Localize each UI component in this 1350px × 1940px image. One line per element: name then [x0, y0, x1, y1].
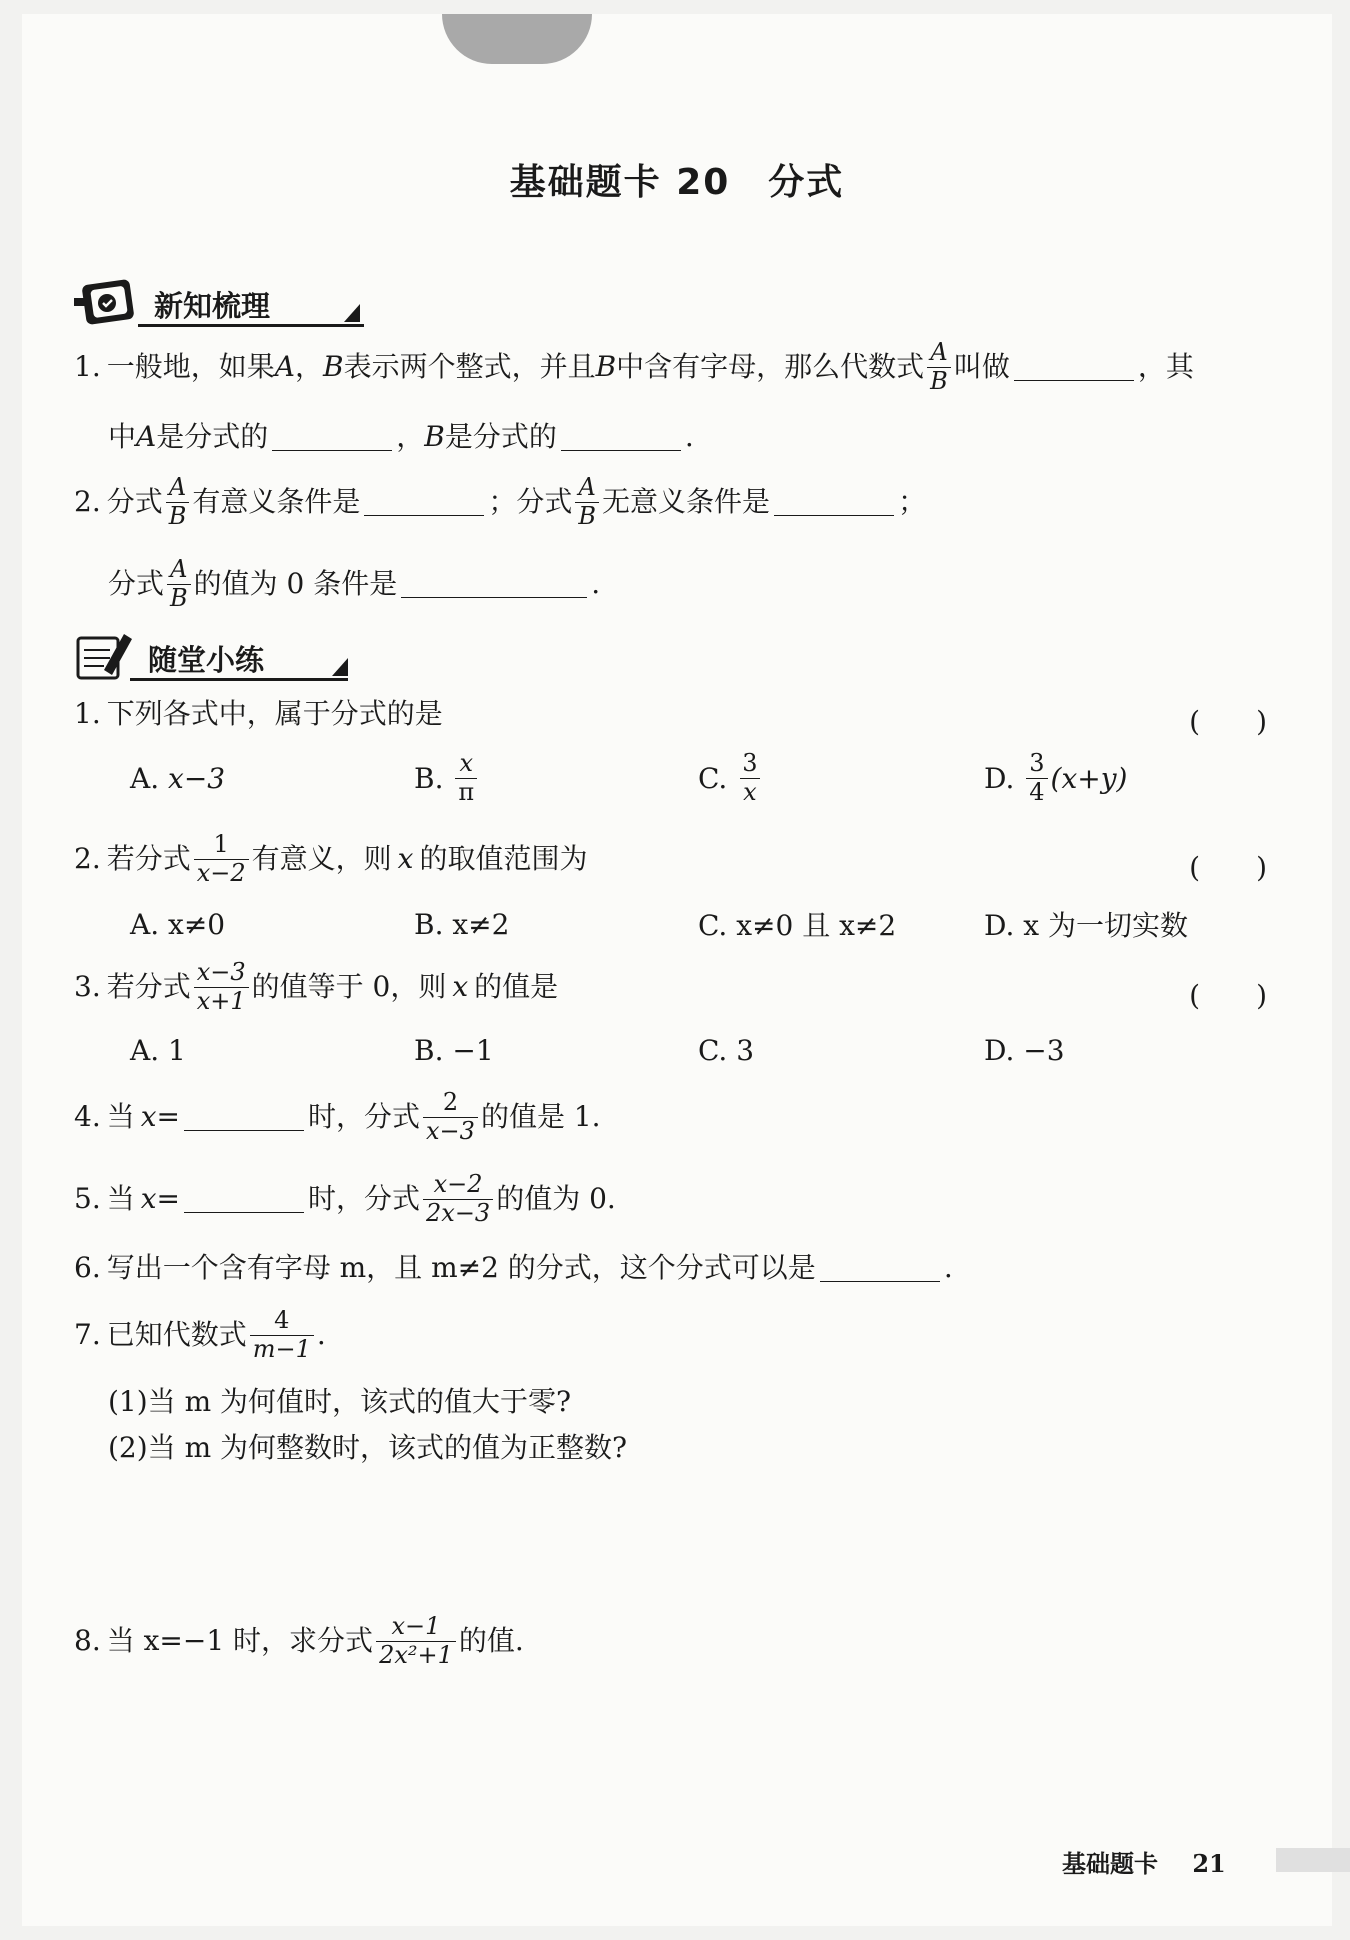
text: 时，分式 [308, 1100, 421, 1133]
text: 的值是 1. [480, 1100, 601, 1133]
question-number: 7. [74, 1318, 101, 1351]
answer-parentheses[interactable]: ( ) [1189, 705, 1267, 738]
footer-label: 基础题卡 [1062, 1850, 1158, 1878]
section-underline [138, 324, 364, 327]
var: x [452, 970, 469, 1003]
text: 的值为 0 条件是 [193, 567, 398, 600]
text: 已知代数式 [106, 1318, 247, 1351]
option-b[interactable]: B. −1 [414, 1033, 494, 1067]
denominator: B [927, 367, 951, 394]
question-number: 3. [74, 970, 101, 1003]
answer-blank[interactable] [820, 1255, 940, 1282]
text: 的值为 0. [496, 1182, 616, 1215]
fraction [194, 832, 249, 885]
fraction [1026, 751, 1047, 804]
option-d[interactable] [984, 748, 1127, 808]
option-text: x−3 [168, 761, 226, 795]
var: x [140, 1182, 157, 1215]
denominator: B [575, 502, 599, 529]
denominator: 2x−3 [423, 1199, 493, 1226]
page-title: 基础题卡 20 分式 [509, 162, 845, 203]
text: 写出一个含有字母 m，且 m≠2 的分式，这个分式可以是 [106, 1251, 816, 1284]
text: 中 [108, 420, 137, 453]
section-title-practice: 随堂小练 [148, 643, 265, 677]
fraction [927, 340, 951, 393]
var: x [140, 1100, 157, 1133]
binding-tab [442, 14, 592, 64]
answer-blank[interactable] [774, 489, 894, 516]
option-c[interactable] [698, 748, 764, 808]
text: 下列各式中，属于分式的是 [106, 697, 443, 730]
text: . [684, 420, 694, 453]
option-label: C. [698, 761, 728, 795]
practice-q5 [74, 1166, 616, 1232]
section-header-knowledge [74, 276, 374, 328]
numerator: 4 [274, 1306, 290, 1335]
denominator: 2x²+1 [376, 1641, 456, 1668]
var: B [424, 420, 445, 453]
fraction [575, 475, 599, 528]
fraction [166, 475, 190, 528]
option-d[interactable]: D. x 为一切实数 [984, 909, 1188, 942]
var: A [136, 420, 157, 453]
fraction [376, 1614, 456, 1667]
denominator: π [455, 778, 477, 805]
text: . [943, 1251, 953, 1284]
text: 有意义，则 [251, 842, 392, 875]
page-footer [1062, 1844, 1226, 1879]
question-number: 1. [74, 697, 101, 730]
answer-blank[interactable] [364, 489, 484, 516]
numerator: 3 [1029, 749, 1045, 778]
text: 有意义条件是 [192, 485, 361, 518]
text: 表示两个整式，并且 [343, 350, 596, 383]
text: 是分式的 [444, 420, 557, 453]
numerator: A [930, 338, 948, 367]
text: 是分式的 [156, 420, 269, 453]
text: 分式 [106, 485, 163, 518]
text: 的值是 [474, 970, 559, 1003]
denominator: x−3 [423, 1117, 478, 1144]
section-header-practice [74, 630, 374, 682]
option-label: B. [414, 761, 444, 795]
text: . [591, 567, 601, 600]
text: 分式 [108, 567, 165, 600]
option-label: D. [984, 761, 1015, 795]
knowledge-q2-line1 [74, 470, 926, 534]
denominator: B [167, 584, 191, 611]
practice-q2-stem [74, 826, 587, 892]
numerator: A [578, 473, 596, 502]
practice-q1-stem [74, 694, 443, 734]
text: 当 [106, 1100, 135, 1133]
option-text: (x+y) [1050, 761, 1128, 795]
practice-q7-sub1: (1)当 m 为何值时，该式的值大于零? [108, 1385, 572, 1418]
numerator: A [168, 473, 187, 502]
text: 当 [106, 1182, 135, 1215]
answer-blank[interactable] [1014, 354, 1134, 381]
knowledge-q1-line2 [108, 412, 694, 462]
text: 若分式 [106, 842, 191, 875]
practice-q3-stem [74, 954, 558, 1020]
text: 叫做 [953, 350, 1010, 383]
practice-q7-sub2: (2)当 m 为何整数时，该式的值为正整数? [108, 1431, 628, 1464]
option-a[interactable]: A. 1 [130, 1033, 186, 1067]
numerator: x−2 [433, 1170, 483, 1199]
fraction [423, 1172, 493, 1225]
text: 当 x=−1 时，求分式 [106, 1624, 374, 1657]
numerator: x−1 [391, 1612, 441, 1641]
numerator: 2 [442, 1088, 459, 1117]
denominator: x [740, 778, 760, 805]
section-corner-mark [344, 304, 360, 322]
option-b[interactable]: B. x≠2 [414, 907, 510, 941]
page-number: 21 [1192, 1849, 1226, 1878]
fraction [423, 1090, 478, 1143]
var: A [274, 350, 295, 383]
numerator: x [459, 749, 474, 778]
option-a[interactable]: A. x≠0 [130, 907, 226, 941]
denominator: B [166, 502, 190, 529]
fraction [167, 557, 191, 610]
answer-blank[interactable] [184, 1104, 304, 1131]
text: ， [396, 420, 425, 453]
section-underline [130, 678, 348, 681]
denominator: m−1 [250, 1335, 314, 1362]
answer-blank[interactable] [401, 571, 587, 598]
question-number: 1. [74, 350, 101, 383]
var: B [595, 350, 617, 383]
practice-q7 [74, 1302, 326, 1368]
pencil-note-icon [74, 630, 150, 682]
fraction [194, 960, 249, 1013]
knowledge-q2-line2 [108, 552, 600, 616]
section-title-knowledge: 新知梳理 [154, 289, 271, 323]
option-a[interactable] [130, 748, 225, 808]
practice-q8 [74, 1606, 524, 1676]
text: ；分式 [488, 485, 573, 518]
var: x [397, 842, 414, 875]
question-number: 5. [74, 1182, 101, 1215]
fraction [250, 1308, 314, 1361]
question-number: 2. [74, 485, 101, 518]
text: 若分式 [106, 970, 191, 1003]
text: 的取值范围为 [419, 842, 588, 875]
knowledge-q1-line1 [74, 337, 1194, 397]
option-b[interactable] [414, 748, 480, 808]
practice-q6 [74, 1248, 953, 1288]
answer-parentheses[interactable]: ( ) [1189, 851, 1267, 884]
answer-blank[interactable] [561, 424, 681, 451]
fraction [455, 751, 477, 804]
text: 时，分式 [308, 1182, 421, 1215]
practice-q4 [74, 1084, 601, 1150]
text: . [316, 1318, 326, 1351]
question-number: 6. [74, 1251, 101, 1284]
numerator: A [170, 555, 188, 584]
text: = [156, 1100, 180, 1133]
option-c[interactable]: C. 3 [698, 1033, 755, 1067]
question-number: 2. [74, 842, 101, 875]
denominator: x−2 [194, 859, 249, 886]
var: B [322, 350, 344, 383]
option-d[interactable]: D. −3 [984, 1033, 1065, 1067]
denominator: 4 [1026, 778, 1047, 805]
answer-parentheses[interactable]: ( ) [1189, 979, 1267, 1012]
section-corner-mark [332, 658, 348, 676]
answer-blank[interactable] [272, 424, 392, 451]
denominator: x+1 [194, 987, 249, 1014]
worksheet-page [22, 14, 1332, 1926]
text: = [156, 1182, 180, 1215]
text: 无意义条件是 [602, 485, 771, 518]
text: 的值等于 0，则 [251, 970, 447, 1003]
question-number: 4. [74, 1100, 101, 1133]
question-number: 8. [74, 1624, 101, 1657]
answer-blank[interactable] [184, 1186, 304, 1213]
numerator: x−3 [196, 958, 246, 987]
text: 的值. [458, 1624, 524, 1657]
option-c[interactable]: C. x≠0 且 x≠2 [698, 909, 897, 942]
fraction [739, 751, 760, 804]
text: ； [898, 485, 927, 518]
text: 中含有字母，那么代数式 [616, 350, 925, 383]
text: ， [294, 350, 323, 383]
text: 一般地，如果 [106, 350, 275, 383]
text: ，其 [1137, 350, 1194, 383]
option-label: A. [130, 761, 160, 795]
numerator: 1 [213, 830, 229, 859]
footer-decoration [1276, 1848, 1350, 1872]
numerator: 3 [742, 749, 758, 778]
notebook-icon [74, 276, 150, 328]
